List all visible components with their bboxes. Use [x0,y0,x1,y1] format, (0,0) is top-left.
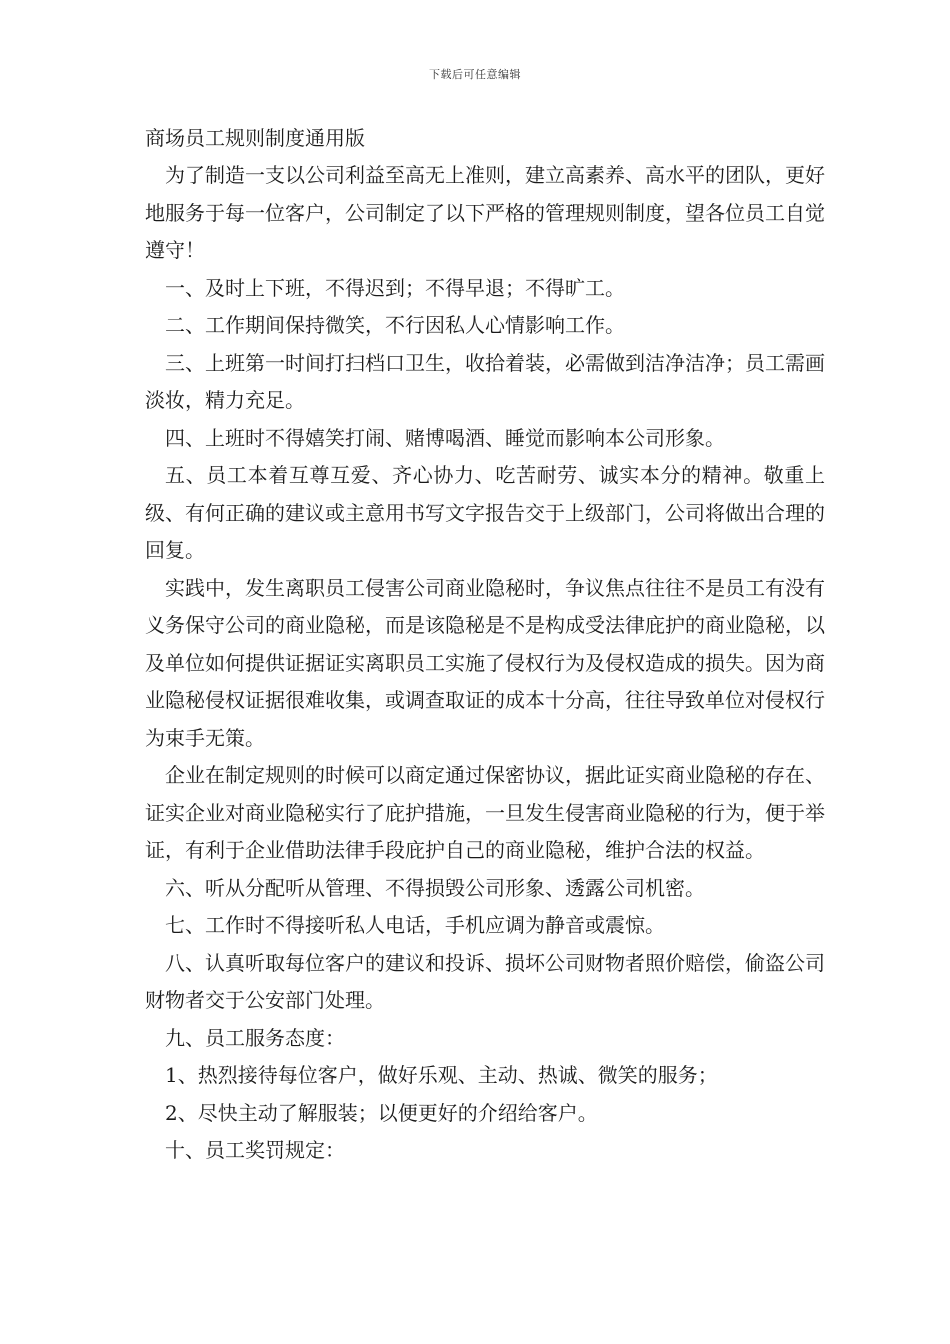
rule-5: 五、员工本着互尊互爱、齐心协力、吃苦耐劳、诚实本分的精神。敬重上级、有何正确的建议或主意用书写文字报告交于上级部门，公司将做出合理的回复。 [145,463,825,562]
rule-9-item-1: 1、热烈接待每位客户，做好乐观、主动、热诚、微笑的服务； [165,1063,718,1087]
rule-4: 四、上班时不得嬉笑打闹、赌博喝酒、睡觉而影响本公司形象。 [165,425,725,450]
rule-9-item-2: 2、尽快主动了解服装；以便更好的介绍给客户。 [165,1100,598,1125]
rule-3: 三、上班第一时间打扫档口卫生，收拾着装，必需做到洁净洁净；员工需画淡妆，精力充足。 [145,350,825,412]
rule-1: 一、及时上下班，不得迟到；不得早退；不得旷工。 [165,275,625,300]
rule-7: 七、工作时不得接听私人电话，手机应调为静音或震惊。 [165,913,665,937]
page-header-note: 下载后可任意编辑 [429,68,521,81]
rule-8: 八、认真听取每位客户的建议和投诉、损坏公司财物者照价赔偿，偷盗公司财物者交于公安部门处理。 [145,950,825,1012]
rule-6: 六、听从分配听从管理、不得损毁公司形象、透露公司机密。 [165,875,705,900]
paragraph-practice: 实践中，发生离职员工侵害公司商业隐秘时，争议焦点往往不是员工有没有义务保守公司的商业隐秘，而是该隐秘是不是构成受法律庇护的商业隐秘，以及单位如何提供证据证实离职员工实施了侵权行为及侵权造成的损失。因为商业隐秘侵权证据很难收集，或调查取证的成本十分高，往往导致单位对侵权行为束手无策。 [145,575,825,750]
document-body [145,120,825,1170]
rule-9-heading: 九、员工服务态度： [165,1025,345,1050]
document-title: 商场员工规则制度通用版 [145,126,365,150]
rule-2: 二、工作期间保持微笑，不行因私人心情影响工作。 [165,313,625,337]
paragraph-intro: 为了制造一支以公司利益至高无上准则，建立高素养、高水平的团队，更好地服务于每一位客户，公司制定了以下严格的管理规则制度，望各位员工自觉遵守！ [145,163,825,262]
paragraph-enterprise: 企业在制定规则的时候可以商定通过保密协议，据此证实商业隐秘的存在、证实企业对商业隐秘实行了庇护措施，一旦发生侵害商业隐秘的行为，便于举证，有利于企业借助法律手段庇护自己的商业隐秘，维护合法的权益。 [145,763,825,862]
rule-10-heading: 十、员工奖罚规定： [165,1138,345,1162]
